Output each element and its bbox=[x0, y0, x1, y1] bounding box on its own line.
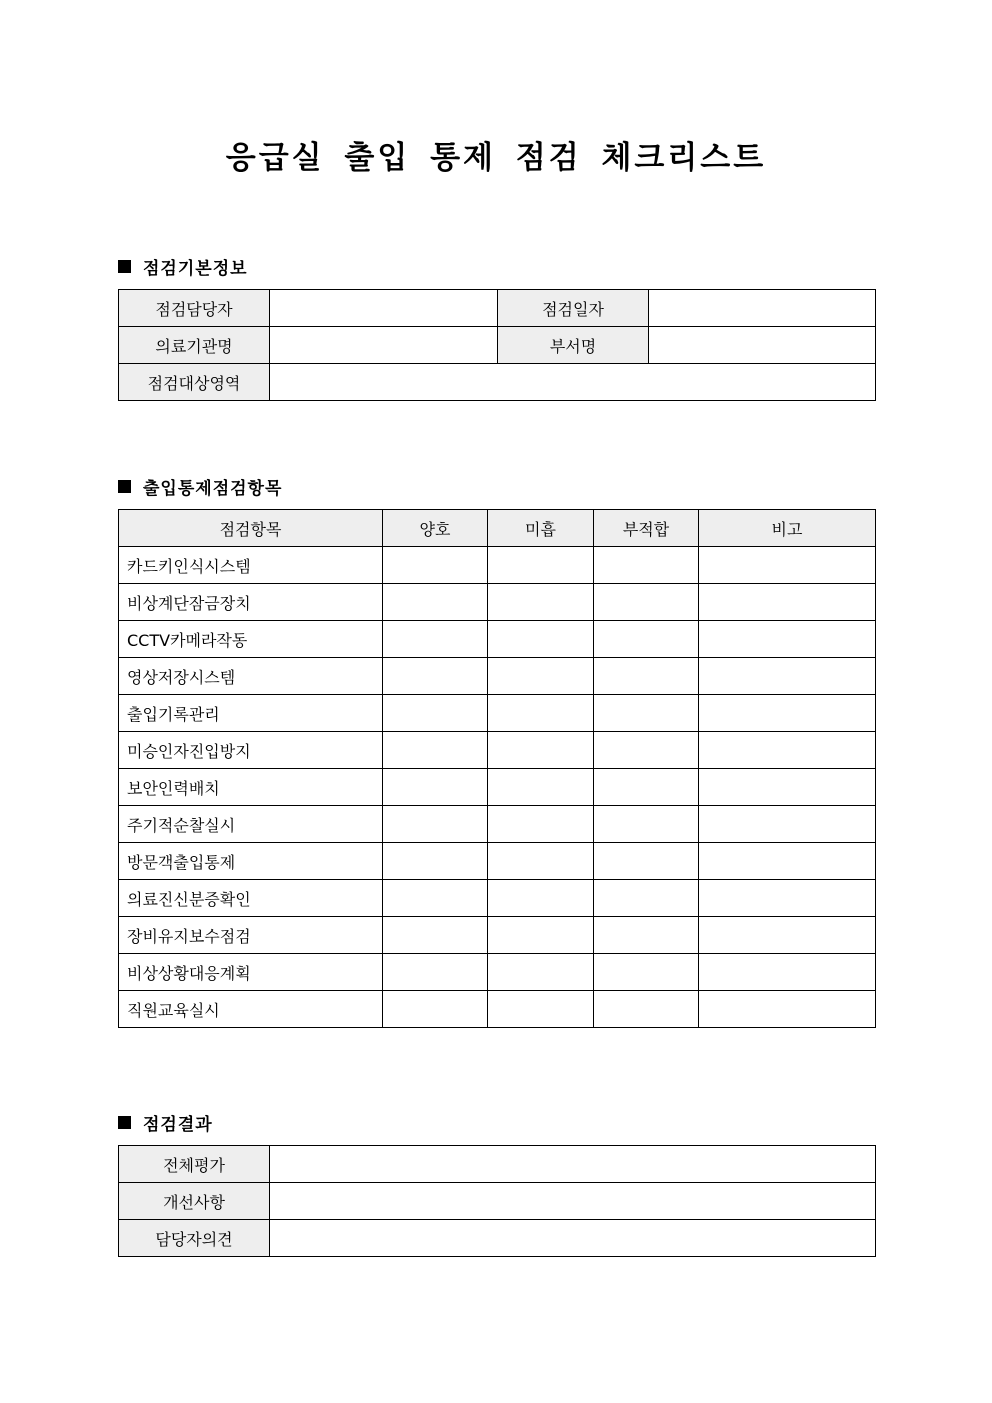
square-bullet-icon bbox=[118, 260, 131, 273]
check-poor-cell[interactable] bbox=[488, 880, 594, 917]
table-row bbox=[119, 695, 876, 732]
check-item-name: 영상저장시스템 bbox=[119, 658, 383, 695]
check-good-cell[interactable] bbox=[383, 621, 488, 658]
check-item-name: 방문객출입통제 bbox=[119, 843, 383, 880]
check-note-cell[interactable] bbox=[699, 991, 876, 1028]
check-good-cell[interactable] bbox=[383, 547, 488, 584]
check-item-name: 직원교육실시 bbox=[119, 991, 383, 1028]
table-row bbox=[119, 290, 876, 327]
table-row bbox=[119, 954, 876, 991]
institution-name-field[interactable] bbox=[270, 327, 498, 364]
check-unfit-cell[interactable] bbox=[594, 695, 699, 732]
column-header-good: 양호 bbox=[383, 510, 488, 547]
check-unfit-cell[interactable] bbox=[594, 547, 699, 584]
check-unfit-cell[interactable] bbox=[594, 880, 699, 917]
table-header-row bbox=[119, 510, 876, 547]
check-unfit-cell[interactable] bbox=[594, 843, 699, 880]
document-title: 응급실 출입 통제 점검 체크리스트 bbox=[225, 140, 767, 176]
check-note-cell[interactable] bbox=[699, 954, 876, 991]
department-label: 부서명 bbox=[498, 327, 649, 364]
section-heading-label: 점검결과 bbox=[143, 1115, 213, 1135]
check-note-cell[interactable] bbox=[699, 732, 876, 769]
check-good-cell[interactable] bbox=[383, 880, 488, 917]
check-good-cell[interactable] bbox=[383, 806, 488, 843]
section-heading-checklist bbox=[118, 474, 282, 499]
check-note-cell[interactable] bbox=[699, 806, 876, 843]
table-row bbox=[119, 843, 876, 880]
table-row bbox=[119, 658, 876, 695]
check-unfit-cell[interactable] bbox=[594, 806, 699, 843]
table-row bbox=[119, 991, 876, 1028]
table-row bbox=[119, 880, 876, 917]
inspection-date-field[interactable] bbox=[649, 290, 876, 327]
check-poor-cell[interactable] bbox=[488, 769, 594, 806]
check-unfit-cell[interactable] bbox=[594, 954, 699, 991]
overall-evaluation-field[interactable] bbox=[270, 1146, 876, 1183]
check-note-cell[interactable] bbox=[699, 917, 876, 954]
checklist-table bbox=[118, 509, 876, 1028]
check-good-cell[interactable] bbox=[383, 732, 488, 769]
check-unfit-cell[interactable] bbox=[594, 584, 699, 621]
target-area-label: 점검대상영역 bbox=[119, 364, 270, 401]
table-row bbox=[119, 806, 876, 843]
check-item-name: 의료진신분증확인 bbox=[119, 880, 383, 917]
section-heading-label: 출입통제점검항목 bbox=[143, 479, 283, 499]
table-row bbox=[119, 547, 876, 584]
check-good-cell[interactable] bbox=[383, 658, 488, 695]
check-good-cell[interactable] bbox=[383, 917, 488, 954]
column-header-unfit: 부적합 bbox=[594, 510, 699, 547]
check-good-cell[interactable] bbox=[383, 769, 488, 806]
check-item-name: CCTV카메라작동 bbox=[119, 621, 383, 658]
results-table bbox=[118, 1145, 876, 1257]
square-bullet-icon bbox=[118, 480, 131, 493]
table-row bbox=[119, 364, 876, 401]
check-note-cell[interactable] bbox=[699, 695, 876, 732]
check-poor-cell[interactable] bbox=[488, 991, 594, 1028]
check-unfit-cell[interactable] bbox=[594, 769, 699, 806]
check-poor-cell[interactable] bbox=[488, 658, 594, 695]
check-poor-cell[interactable] bbox=[488, 843, 594, 880]
section-heading-basic-info bbox=[118, 254, 248, 279]
check-good-cell[interactable] bbox=[383, 843, 488, 880]
check-unfit-cell[interactable] bbox=[594, 658, 699, 695]
manager-opinion-field[interactable] bbox=[270, 1220, 876, 1257]
inspector-label: 점검담당자 bbox=[119, 290, 270, 327]
check-item-name: 보안인력배치 bbox=[119, 769, 383, 806]
check-good-cell[interactable] bbox=[383, 954, 488, 991]
check-note-cell[interactable] bbox=[699, 658, 876, 695]
table-row bbox=[119, 584, 876, 621]
check-good-cell[interactable] bbox=[383, 695, 488, 732]
department-field[interactable] bbox=[649, 327, 876, 364]
check-note-cell[interactable] bbox=[699, 621, 876, 658]
check-unfit-cell[interactable] bbox=[594, 917, 699, 954]
square-bullet-icon bbox=[118, 1116, 131, 1129]
check-good-cell[interactable] bbox=[383, 991, 488, 1028]
check-note-cell[interactable] bbox=[699, 769, 876, 806]
check-good-cell[interactable] bbox=[383, 584, 488, 621]
column-header-item: 점검항목 bbox=[119, 510, 383, 547]
check-poor-cell[interactable] bbox=[488, 917, 594, 954]
column-header-poor: 미흡 bbox=[488, 510, 594, 547]
check-item-name: 장비유지보수점검 bbox=[119, 917, 383, 954]
improvements-field[interactable] bbox=[270, 1183, 876, 1220]
check-item-name: 미승인자진입방지 bbox=[119, 732, 383, 769]
check-item-name: 카드키인식시스템 bbox=[119, 547, 383, 584]
check-item-name: 비상상황대응계획 bbox=[119, 954, 383, 991]
section-heading-label: 점검기본정보 bbox=[143, 259, 248, 279]
check-note-cell[interactable] bbox=[699, 547, 876, 584]
inspector-field[interactable] bbox=[270, 290, 498, 327]
check-unfit-cell[interactable] bbox=[594, 991, 699, 1028]
check-poor-cell[interactable] bbox=[488, 695, 594, 732]
table-row bbox=[119, 621, 876, 658]
table-row bbox=[119, 917, 876, 954]
table-row bbox=[119, 1183, 876, 1220]
check-item-name: 출입기록관리 bbox=[119, 695, 383, 732]
inspection-date-label: 점검일자 bbox=[498, 290, 649, 327]
check-poor-cell[interactable] bbox=[488, 954, 594, 991]
column-header-note: 비고 bbox=[699, 510, 876, 547]
target-area-field[interactable] bbox=[270, 364, 876, 401]
table-row bbox=[119, 732, 876, 769]
table-row bbox=[119, 1146, 876, 1183]
section-heading-results bbox=[118, 1110, 213, 1135]
table-row bbox=[119, 327, 876, 364]
check-item-name: 비상계단잠금장치 bbox=[119, 584, 383, 621]
check-poor-cell[interactable] bbox=[488, 547, 594, 584]
improvements-label: 개선사항 bbox=[119, 1183, 270, 1220]
check-unfit-cell[interactable] bbox=[594, 732, 699, 769]
check-poor-cell[interactable] bbox=[488, 584, 594, 621]
table-row bbox=[119, 1220, 876, 1257]
check-note-cell[interactable] bbox=[699, 880, 876, 917]
basic-info-table bbox=[118, 289, 876, 401]
table-row bbox=[119, 769, 876, 806]
check-poor-cell[interactable] bbox=[488, 732, 594, 769]
manager-opinion-label: 담당자의견 bbox=[119, 1220, 270, 1257]
check-poor-cell[interactable] bbox=[488, 621, 594, 658]
institution-name-label: 의료기관명 bbox=[119, 327, 270, 364]
overall-evaluation-label: 전체평가 bbox=[119, 1146, 270, 1183]
check-poor-cell[interactable] bbox=[488, 806, 594, 843]
check-unfit-cell[interactable] bbox=[594, 621, 699, 658]
check-note-cell[interactable] bbox=[699, 584, 876, 621]
check-item-name: 주기적순찰실시 bbox=[119, 806, 383, 843]
check-note-cell[interactable] bbox=[699, 843, 876, 880]
